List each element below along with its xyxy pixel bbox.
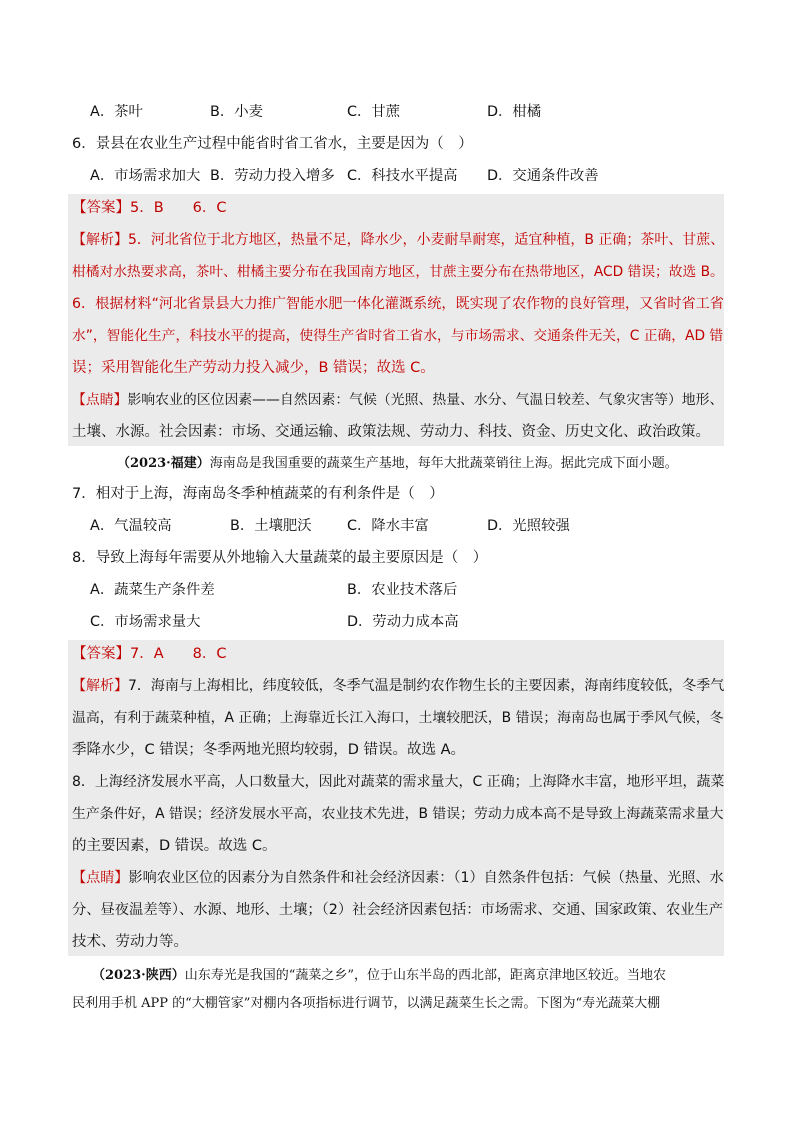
material-1-text: 海南岛是我国重要的蔬菜生产基地，每年大批蔬菜销往上海。据此完成下面小题。 <box>209 456 678 471</box>
point-2-line-3: 技术、劳动力等。 <box>72 934 188 950</box>
answer-text: 7．A 8．C <box>130 646 227 662</box>
analysis-1-line-2: 柑橘对水热要求高，茶叶、柑橘主要分布在我国南方地区，甘蔗主要分布在热带地区，ACD 错误；故选 B。 <box>72 264 724 280</box>
q7-option-a: A．气温较高 <box>90 518 172 534</box>
analysis-2-line-3: 季降水少，C 错误；冬季两地光照均较弱，D 错误。故选 A。 <box>72 742 466 758</box>
answer-1 <box>72 198 227 218</box>
q7-option-d: D．光照较强 <box>487 518 570 534</box>
q8-option-d: D．劳动力成本高 <box>347 614 459 630</box>
q6-option-c: C．科技水平提高 <box>347 168 458 184</box>
q8-option-b: B．农业技术落后 <box>347 582 458 598</box>
analysis-1-line-3: 6．根据材料“河北省景县大力推广智能水肥一体化灌溉系统，既实现了农作物的良好管理，又省时省工省 <box>72 296 724 312</box>
analysis-tag: 【解析】 <box>72 232 128 248</box>
analysis-2-line-1 <box>72 676 724 696</box>
answer-2 <box>72 644 227 664</box>
material-1 <box>117 454 678 474</box>
analysis-2-line-6: 的主要因素，D 错误。故选 C。 <box>72 838 277 854</box>
analysis-text: 5．河北省位于北方地区，热量不足，降水少，小麦耐旱耐寒，适宜种植，B 正确；茶叶、甘蔗、 <box>127 232 725 248</box>
analysis-2-line-2: 温高，有利于蔬菜种植，A 正确；上海靠近长江入海口，土壤较肥沃，B 错误；海南岛也属于季风气候，冬 <box>72 710 724 726</box>
q8-option-c: C．市场需求量大 <box>90 614 201 630</box>
q6-option-a: A．市场需求加大 <box>90 168 201 184</box>
answer-tag: 【答案】 <box>72 646 130 662</box>
q6-stem: 6．景县在农业生产过程中能省时省工省水，主要是因为（ ） <box>72 136 473 152</box>
analysis-1-line-4: 水”，智能化生产，科技水平的提高，使得生产省时省工省水，与市场需求、交通条件无关，C 正确，AD 错 <box>72 328 724 344</box>
q5-option-a: A．茶叶 <box>90 104 143 120</box>
q5-option-c: C．甘蔗 <box>347 104 401 120</box>
material-2-text: 山东寿光是我国的“蔬菜之乡”，位于山东半岛的西北部，距离京津地区较近。当地农 <box>184 968 667 983</box>
q7-option-c: C．降水丰富 <box>347 518 429 534</box>
q6-option-d: D．交通条件改善 <box>487 168 599 184</box>
analysis-2-line-4: 8．上海经济发展水平高，人口数量大，因此对蔬菜的需求量大，C 正确；上海降水丰富，地形平坦，蔬菜 <box>72 774 725 790</box>
point-1-line-2: 土壤、水源。社会因素：市场、交通运输、政策法规、劳动力、科技、资金、历史文化、政治政策。 <box>72 424 710 440</box>
point-tag: 【点睛】 <box>72 392 128 408</box>
point-2-line-1 <box>72 868 724 888</box>
point-text: 影响农业区位的因素分为自然条件和社会经济因素：（1）自然条件包括：气候（热量、光照、水 <box>128 870 724 886</box>
point-1-line-1 <box>72 390 723 410</box>
q7-options <box>90 516 730 536</box>
answer-tag: 【答案】 <box>72 200 130 216</box>
q8-options-row-2 <box>90 612 730 632</box>
q7-option-b: B．土壤肥沃 <box>230 518 312 534</box>
point-tag: 【点睛】 <box>72 870 129 886</box>
material-1-source: （2023·福建） <box>117 456 210 471</box>
q8-options-row-1 <box>90 580 730 600</box>
point-2-line-2: 分、昼夜温差等）、水源、地形、土壤；（2）社会经济因素包括：市场需求、交通、国家政策、农业生产 <box>72 902 724 918</box>
analysis-tag: 【解析】 <box>72 678 128 694</box>
q6-option-b: B．劳动力投入增多 <box>210 168 335 184</box>
answer-text: 5．B 6．C <box>130 200 227 216</box>
analysis-1-line-1 <box>72 230 724 250</box>
q5-option-d: D．柑橘 <box>487 104 542 120</box>
analysis-1-line-5: 误；采用智能化生产劳动力投入减少，B 错误；故选 C。 <box>72 360 435 376</box>
q8-stem: 8．导致上海每年需要从外地输入大量蔬菜的最主要原因是（ ） <box>72 550 488 566</box>
material-2-source: （2023·陕西） <box>92 968 185 983</box>
material-2-line-1 <box>92 966 666 986</box>
q5-options <box>90 102 730 122</box>
q8-option-a: A．蔬菜生产条件差 <box>90 582 215 598</box>
q6-options <box>90 166 730 186</box>
analysis-2-line-5: 生产条件好，A 错误；经济发展水平高，农业技术先进，B 错误；劳动力成本高不是导致上海蔬菜需求量大 <box>72 806 724 822</box>
q5-option-b: B．小麦 <box>210 104 263 120</box>
point-text: 影响农业的区位因素——自然因素：气候（光照、热量、水分、气温日较差、气象灾害等）地形、 <box>127 392 724 408</box>
analysis-text: 7．海南与上海相比，纬度较低，冬季气温是制约农作物生长的主要因素，海南纬度较低，冬季气 <box>127 678 725 694</box>
material-2-line-2: 民利用手机 APP 的“大棚管家”对棚内各项指标进行调节，以满足蔬菜生长之需。下图为“寿光蔬菜大棚 <box>72 996 661 1011</box>
q7-stem: 7．相对于上海，海南岛冬季种植蔬菜的有利条件是（ ） <box>72 486 444 502</box>
